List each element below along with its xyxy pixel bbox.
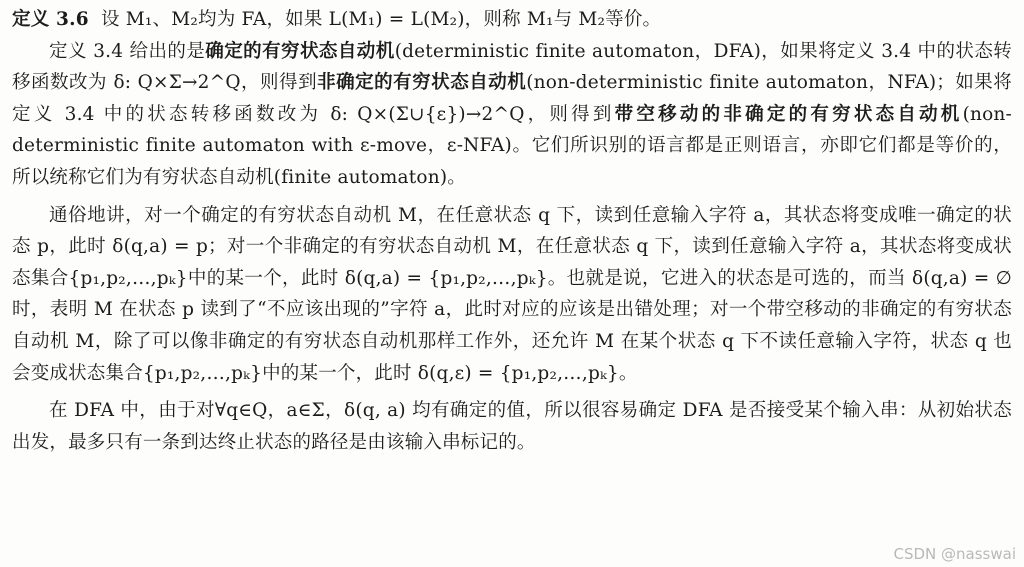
document-page bbox=[12, 4, 1012, 458]
definition-label: 定义 3.6 bbox=[12, 9, 89, 30]
p3-text: 在 DFA 中，由于对∀q∈Q，a∈Σ，δ(q, a) 均有确定的值，所以很容易确定 DFA 是否接受某个输入串：从初始状态出发，最多只有一条到达终止状态的路径是由该输入串标记的。 bbox=[12, 400, 1012, 453]
paragraph-automaton-types bbox=[12, 36, 1012, 194]
definition-3-6 bbox=[12, 4, 1012, 36]
csdn-watermark: CSDN @nasswai bbox=[893, 545, 1016, 563]
definition-text: 设 M₁、M₂均为 FA，如果 L(M₁) = L(M₂)，则称 M₁与 M₂等价。 bbox=[101, 9, 662, 30]
p1-seg3: (non-deterministic finite automaton，NFA)；如果将定义 3.4 中的状态转移函数改为 δ: Q×(Σ∪{ε})→2^Q，则得到 bbox=[12, 72, 1013, 125]
p1-seg4: (non-deterministic finite automaton with ε-move，ε-NFA)。它们所识别的语言都是正则语言，亦即它们都是等价的，所以统称它们为有穷状态自动机(finite automaton)。 bbox=[12, 103, 1012, 188]
term-dfa: 确定的有穷状态自动机 bbox=[205, 40, 395, 62]
term-epsilon-nfa: 带空移动的非确定的有穷状态自动机 bbox=[614, 103, 963, 125]
p1-seg1: 定义 3.4 给出的是 bbox=[49, 40, 206, 62]
term-nfa: 非确定的有穷状态自动机 bbox=[317, 72, 527, 94]
p2-text: 通俗地讲，对一个确定的有穷状态自动机 M，在任意状态 q 下，读到任意输入字符 a，其状态将变成唯一确定的状态 p，此时 δ(q,a) = p；对一个非确定的有穷状态自动机 M，在任意状态 q 下，读到任意输入字符 a，其状态将变成状态集合{p₁,p₂,…,pₖ}中的某一个，此时 δ(q,a) = {p₁,p₂,…,pₖ}。也就是说，它进入的状态是可选的，而当 δ(q,a) = ∅时，表明 M 在状态 p 读到了“不应该出现的”字符 a，此时对应的应该是出错处理；对一个带空移动的非确定的有穷状态自动机 M，除了可以像非确定的有穷状态自动机那样工作外，还允许 M 在某个状态 q 下不读任意输入字符，状态 q 也会变成状态集合{p₁,p₂,…,pₖ}中的某一个，此时 δ(q,ε) = {p₁,p₂,…,pₖ}。 bbox=[12, 204, 1012, 384]
paragraph-informal-explanation bbox=[12, 200, 1012, 390]
p1-seg2: (deterministic finite automaton，DFA)，如果将定义 3.4 中的状态转移函数改为 δ: Q×Σ→2^Q，则得到 bbox=[12, 40, 1012, 94]
paragraph-dfa-acceptance bbox=[12, 395, 1012, 458]
